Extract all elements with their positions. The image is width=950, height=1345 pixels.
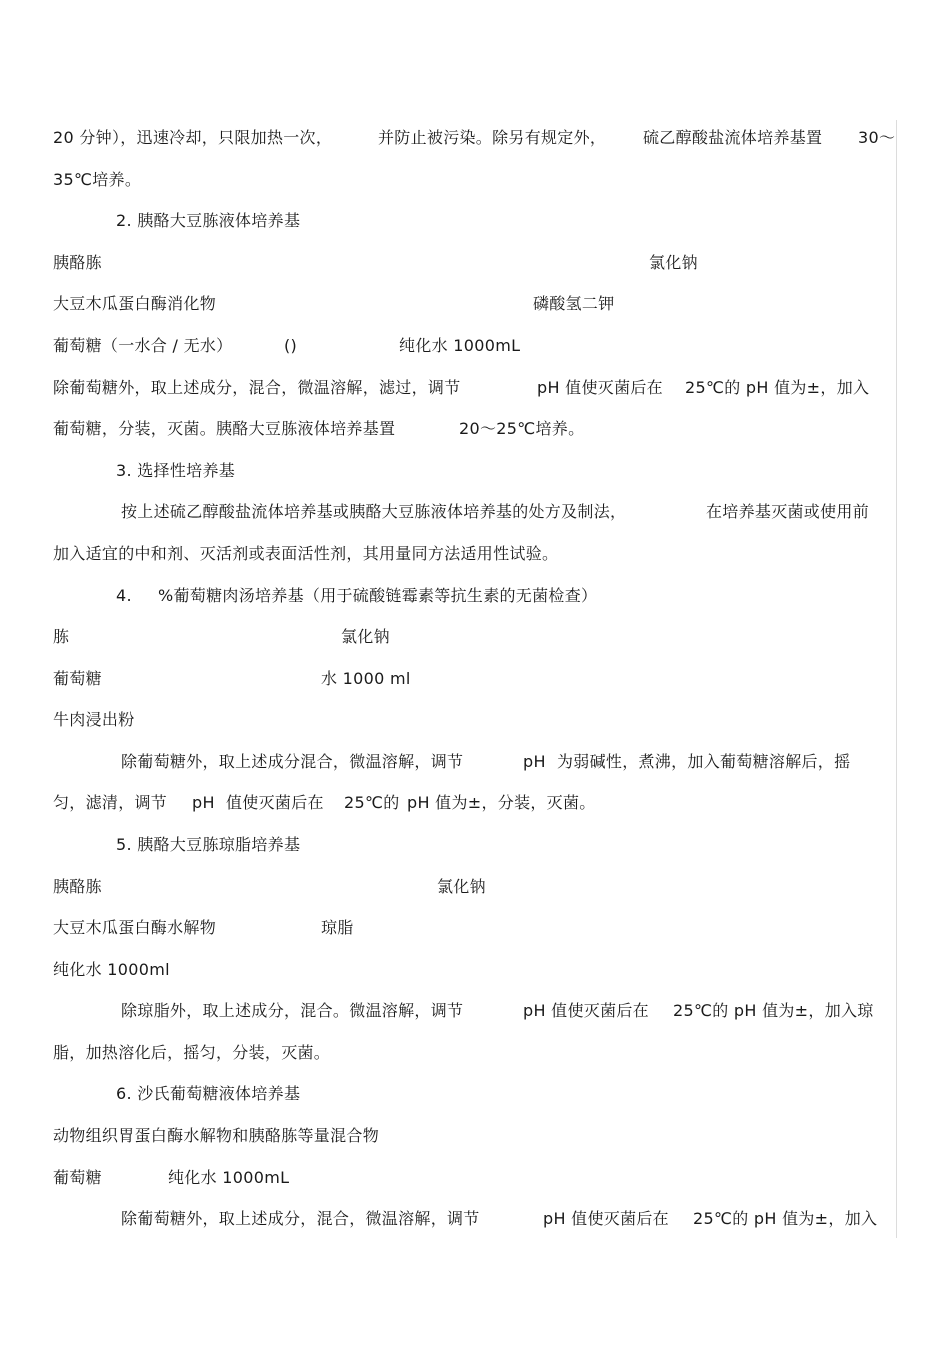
text-line: 为弱碱性，煮沸，加入葡萄糖溶解后，摇: [557, 752, 851, 771]
text-line: 25℃的: [344, 793, 400, 812]
text-line: 25℃的 pH 值为±，加入: [685, 378, 870, 397]
ingredient: 胰酪胨: [53, 877, 102, 896]
text-line: 值使灭菌后在: [226, 793, 324, 812]
text-line: 35℃培养。: [53, 170, 142, 189]
ingredient: 水 1000 ml: [321, 669, 411, 688]
ingredient: 葡萄糖（一水合 / 无水）: [53, 336, 233, 355]
text-line: 加入适宜的中和剂、灭活剂或表面活性剂，其用量同方法适用性试验。: [53, 544, 559, 563]
ingredient: 大豆木瓜蛋白酶水解物: [53, 918, 217, 937]
text-line: 除葡萄糖外，取上述成分，混合，微温溶解，滤过，调节: [53, 378, 461, 397]
text-line: 按上述硫乙醇酸盐流体培养基或胰酪大豆胨液体培养基的处方及制法，: [121, 502, 627, 521]
text-line: 除葡萄糖外，取上述成分，混合，微温溶解，调节: [121, 1209, 480, 1228]
text-line: 25℃的 pH 值为±，加入琼: [673, 1001, 874, 1020]
text-line: pH: [523, 752, 546, 771]
ingredient: 氯化钠: [649, 253, 698, 272]
ingredient: 胨: [53, 627, 70, 646]
text-line: 25℃的 pH 值为±，加入: [693, 1209, 878, 1228]
section-heading: 2. 胰酪大豆胨液体培养基: [116, 211, 301, 230]
section-heading: 5. 胰酪大豆胨琼脂培养基: [116, 835, 301, 854]
text-line: 20 分钟），迅速冷却，只限加热一次，: [53, 128, 333, 147]
ingredient: 纯化水 1000mL: [168, 1168, 290, 1187]
text-line: 在培养基灭菌或使用前: [706, 502, 870, 521]
text-line: pH 值使灭菌后在: [543, 1209, 669, 1228]
text-line: pH 值使灭菌后在: [537, 378, 663, 397]
section-heading: 4.: [116, 586, 132, 605]
ingredient: 葡萄糖: [53, 669, 102, 688]
page-edge-line: [896, 120, 897, 1238]
section-heading: 6. 沙氏葡萄糖液体培养基: [116, 1084, 301, 1103]
ingredient: 琼脂: [321, 918, 354, 937]
text-line: pH: [192, 793, 215, 812]
ingredient: 氯化钠: [341, 627, 390, 646]
ingredient: 氯化钠: [437, 877, 486, 896]
ingredient: 牛肉浸出粉: [53, 710, 135, 729]
ingredient: 磷酸氢二钾: [533, 294, 615, 313]
ingredient: 纯化水 1000ml: [53, 960, 170, 979]
ingredient: 葡萄糖: [53, 1168, 102, 1187]
ingredient: 大豆木瓜蛋白酶消化物: [53, 294, 217, 313]
text-line: pH 值为±，分装，灭菌。: [407, 793, 596, 812]
text-line: 30～: [858, 128, 896, 147]
section-heading: 3. 选择性培养基: [116, 461, 236, 480]
text-line: 葡萄糖，分装，灭菌。胰酪大豆胨液体培养基置: [53, 419, 396, 438]
text-line: 脂，加热溶化后，摇匀，分装，灭菌。: [53, 1043, 331, 1062]
section-heading: %葡萄糖肉汤培养基（用于硫酸链霉素等抗生素的无菌检查）: [158, 586, 598, 605]
ingredient: (): [284, 336, 298, 355]
text-line: 匀，滤清，调节: [53, 793, 168, 812]
text-line: 并防止被污染。除另有规定外，: [378, 128, 607, 147]
text-line: 除葡萄糖外，取上述成分混合，微温溶解，调节: [121, 752, 464, 771]
text-line: 除琼脂外，取上述成分，混合。微温溶解，调节: [121, 1001, 464, 1020]
text-line: 20～25℃培养。: [459, 419, 585, 438]
ingredient: 胰酪胨: [53, 253, 102, 272]
ingredient: 纯化水 1000mL: [399, 336, 521, 355]
text-line: 硫乙醇酸盐流体培养基置: [643, 128, 823, 147]
ingredient: 动物组织胃蛋白酶水解物和胰酪胨等量混合物: [53, 1126, 380, 1145]
text-line: pH 值使灭菌后在: [523, 1001, 649, 1020]
